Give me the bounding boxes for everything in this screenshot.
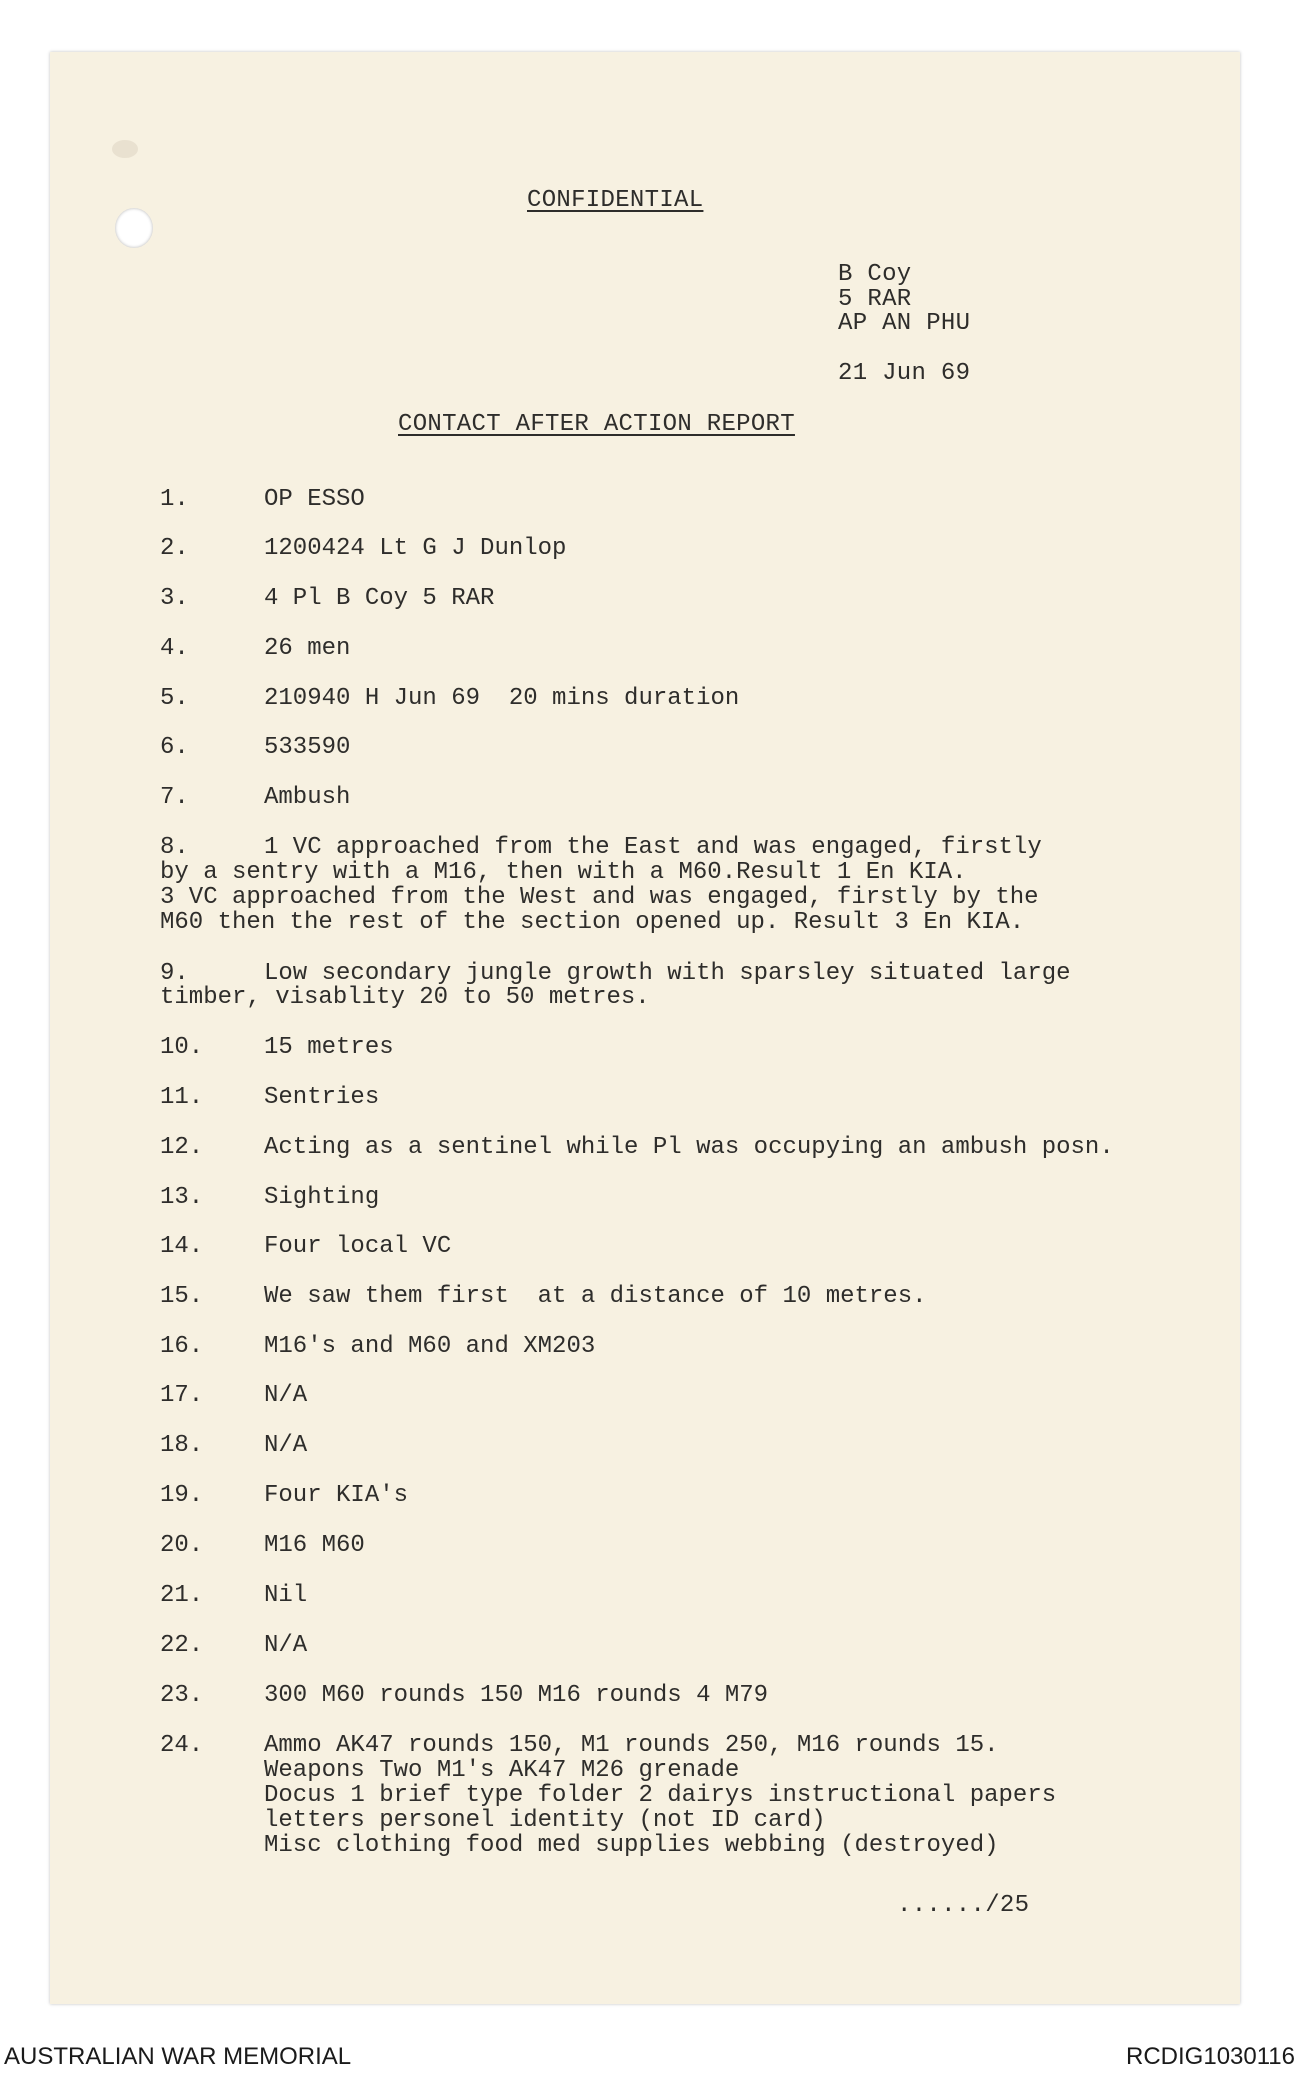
item-number: 8. bbox=[160, 834, 189, 861]
item-text: Sighting bbox=[264, 1184, 380, 1211]
report-date: 21 Jun 69 bbox=[838, 360, 971, 387]
item-number: 9. bbox=[160, 960, 189, 987]
item-number: 17. bbox=[160, 1382, 204, 1409]
archive-id: RCDIG1030116 bbox=[1126, 2043, 1295, 2070]
item-number: 10. bbox=[160, 1034, 204, 1061]
item9-line2: timber, visablity 20 to 50 metres. bbox=[160, 984, 650, 1011]
item-text: Sentries bbox=[264, 1084, 380, 1111]
item-number: 22. bbox=[160, 1632, 204, 1659]
classification-heading: CONFIDENTIAL bbox=[527, 187, 704, 214]
item-number: 21. bbox=[160, 1582, 204, 1609]
item-text: 300 M60 rounds 150 M16 rounds 4 M79 bbox=[264, 1682, 769, 1709]
item-text: Nil bbox=[264, 1582, 308, 1609]
item-text: M16 M60 bbox=[264, 1532, 365, 1559]
item8-line4: M60 then the rest of the section opened up. Result 3 En KIA. bbox=[160, 909, 1025, 936]
item-number: 20. bbox=[160, 1532, 204, 1559]
item-text: OP ESSO bbox=[264, 486, 365, 513]
item-number: 6. bbox=[160, 734, 189, 761]
item-number: 4. bbox=[160, 635, 189, 662]
item-number: 7. bbox=[160, 784, 189, 811]
item-number: 2. bbox=[160, 535, 189, 562]
item-number: 12. bbox=[160, 1134, 204, 1161]
item-text: 1200424 Lt G J Dunlop bbox=[264, 535, 567, 562]
item-number: 23. bbox=[160, 1682, 204, 1709]
item-text: Acting as a sentinel while Pl was occupying an ambush posn. bbox=[264, 1134, 1114, 1161]
item-text: We saw them first at a distance of 10 metres. bbox=[264, 1283, 927, 1310]
item-text: 15 metres bbox=[264, 1034, 394, 1061]
item24-line: Misc clothing food med supplies webbing (destroyed) bbox=[264, 1832, 999, 1859]
report-title: CONTACT AFTER ACTION REPORT bbox=[398, 411, 795, 438]
punch-mark bbox=[112, 140, 138, 158]
item24-line: Ammo AK47 rounds 150, M1 rounds 250, M16 rounds 15. bbox=[264, 1732, 999, 1759]
item-number: 5. bbox=[160, 685, 189, 712]
item-number: 24. bbox=[160, 1732, 204, 1759]
item-text: 26 men bbox=[264, 635, 351, 662]
item-number: 1. bbox=[160, 486, 189, 513]
item8-line2: by a sentry with a M16, then with a M60.Result 1 En KIA. bbox=[160, 859, 967, 886]
item-text: 4 Pl B Coy 5 RAR bbox=[264, 585, 495, 612]
item-text: N/A bbox=[264, 1632, 308, 1659]
item24-line: Docus 1 brief type folder 2 dairys instructional papers bbox=[264, 1782, 1057, 1809]
unit-line-2: 5 RAR bbox=[838, 286, 912, 313]
item-text: Four KIA's bbox=[264, 1482, 409, 1509]
document-page bbox=[50, 52, 1240, 2004]
item-number: 11. bbox=[160, 1084, 204, 1111]
item-number: 18. bbox=[160, 1432, 204, 1459]
item-text: N/A bbox=[264, 1382, 308, 1409]
item-number: 15. bbox=[160, 1283, 204, 1310]
item-number: 16. bbox=[160, 1333, 204, 1360]
item-text: N/A bbox=[264, 1432, 308, 1459]
item8-line3: 3 VC approached from the West and was engaged, firstly by the bbox=[160, 884, 1039, 911]
item-number: 3. bbox=[160, 585, 189, 612]
punch-hole bbox=[115, 208, 153, 248]
item-text: Ambush bbox=[264, 784, 351, 811]
item24-line: Weapons Two M1's AK47 M26 grenade bbox=[264, 1757, 740, 1784]
item9-line1: Low secondary jungle growth with sparsley situated large bbox=[264, 960, 1071, 987]
item-number: 13. bbox=[160, 1184, 204, 1211]
item-text: 210940 H Jun 69 20 mins duration bbox=[264, 685, 740, 712]
archive-credit: AUSTRALIAN WAR MEMORIAL bbox=[4, 2043, 352, 2070]
item-number: 14. bbox=[160, 1233, 204, 1260]
item8-line1: 1 VC approached from the East and was engaged, firstly bbox=[264, 834, 1042, 861]
item-text: 533590 bbox=[264, 734, 351, 761]
unit-line-3: AP AN PHU bbox=[838, 310, 971, 337]
item-text: Four local VC bbox=[264, 1233, 452, 1260]
item-text: M16's and M60 and XM203 bbox=[264, 1333, 596, 1360]
unit-line-1: B Coy bbox=[838, 261, 912, 288]
item-number: 19. bbox=[160, 1482, 204, 1509]
continuation-marker: ....../25 bbox=[897, 1892, 1030, 1919]
item24-line: letters personel identity (not ID card) bbox=[264, 1807, 826, 1834]
